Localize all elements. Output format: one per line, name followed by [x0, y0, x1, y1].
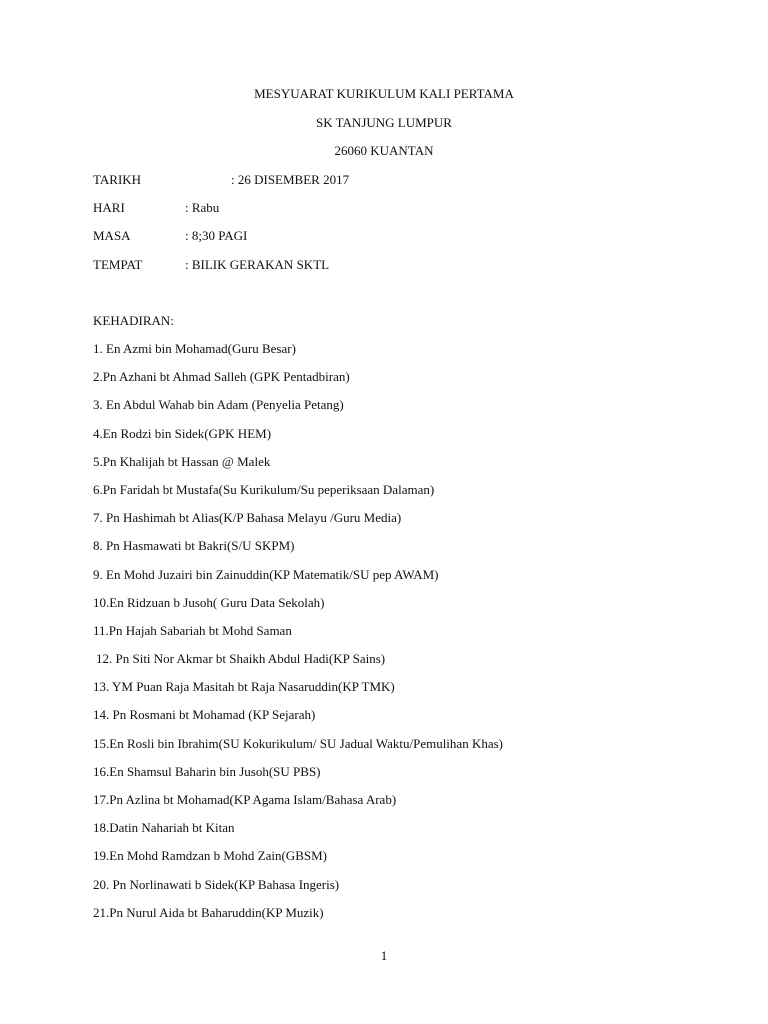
- list-item: 8. Pn Hasmawati bt Bakri(S/U SKPM): [93, 538, 295, 554]
- attendance-heading: KEHADIRAN:: [93, 313, 174, 328]
- date-value: : 26 DISEMBER 2017: [231, 172, 350, 187]
- school-address: 26060 KUANTAN: [334, 143, 434, 158]
- list-item: 11.Pn Hajah Sabariah bt Mohd Saman: [93, 622, 292, 638]
- school-name: SK TANJUNG LUMPUR: [316, 115, 452, 130]
- list-item: 6.Pn Faridah bt Mustafa(Su Kurikulum/Su peperiksaan Dalaman): [93, 481, 435, 497]
- list-item: 10.En Ridzuan b Jusoh( Guru Data Sekolah): [93, 594, 325, 610]
- list-item: 9. En Mohd Juzairi bin Zainuddin(KP Matematik/SU pep AWAM): [93, 566, 439, 582]
- list-item: 16.En Shamsul Baharin bin Jusoh(SU PBS): [93, 763, 321, 779]
- list-item: 15.En Rosli bin Ibrahim(SU Kokurikulum/ SU Jadual Waktu/Pemulihan Khas): [93, 735, 503, 751]
- time-value: : 8;30 PAGI: [185, 228, 248, 243]
- attendance-list: [93, 341, 503, 933]
- list-item: 18.Datin Nahariah bt Kitan: [93, 820, 235, 836]
- list-item: 14. Pn Rosmani bt Mohamad (KP Sejarah): [93, 707, 316, 723]
- list-item: 7. Pn Hashimah bt Alias(K/P Bahasa Melayu /Guru Media): [93, 510, 402, 526]
- list-item: 4.En Rodzi bin Sidek(GPK HEM): [93, 425, 272, 441]
- venue-value: : BILIK GERAKAN SKTL: [185, 257, 330, 272]
- date-row: [93, 172, 350, 188]
- time-label: MASA: [93, 228, 131, 243]
- venue-label: TEMPAT: [93, 257, 143, 272]
- list-item: 1. En Azmi bin Mohamad(Guru Besar): [93, 341, 296, 356]
- day-label: HARI: [93, 200, 125, 215]
- date-label: TARIKH: [93, 172, 142, 187]
- list-item: 5.Pn Khalijah bt Hassan @ Malek: [93, 453, 271, 469]
- list-item: 20. Pn Norlinawati b Sidek(KP Bahasa Ingeris): [93, 876, 340, 892]
- day-row: [93, 200, 220, 216]
- list-item: 3. En Abdul Wahab bin Adam (Penyelia Petang): [93, 397, 344, 413]
- time-row: [93, 228, 248, 244]
- list-item: 19.En Mohd Ramdzan b Mohd Zain(GBSM): [93, 848, 327, 864]
- list-item: 12. Pn Siti Nor Akmar bt Shaikh Abdul Hadi(KP Sains): [96, 651, 386, 667]
- meeting-title: MESYUARAT KURIKULUM KALI PERTAMA: [254, 86, 514, 101]
- venue-row: [93, 257, 330, 273]
- list-item: 17.Pn Azlina bt Mohamad(KP Agama Islam/Bahasa Arab): [93, 792, 397, 807]
- list-item: 13. YM Puan Raja Masitah bt Raja Nasaruddin(KP TMK): [93, 679, 395, 695]
- day-value: : Rabu: [185, 200, 220, 215]
- page-number: 1: [380, 948, 388, 963]
- list-item: 2.Pn Azhani bt Ahmad Salleh (GPK Pentadbiran): [93, 369, 350, 385]
- list-item: 21.Pn Nurul Aida bt Baharuddin(KP Muzik): [93, 904, 324, 920]
